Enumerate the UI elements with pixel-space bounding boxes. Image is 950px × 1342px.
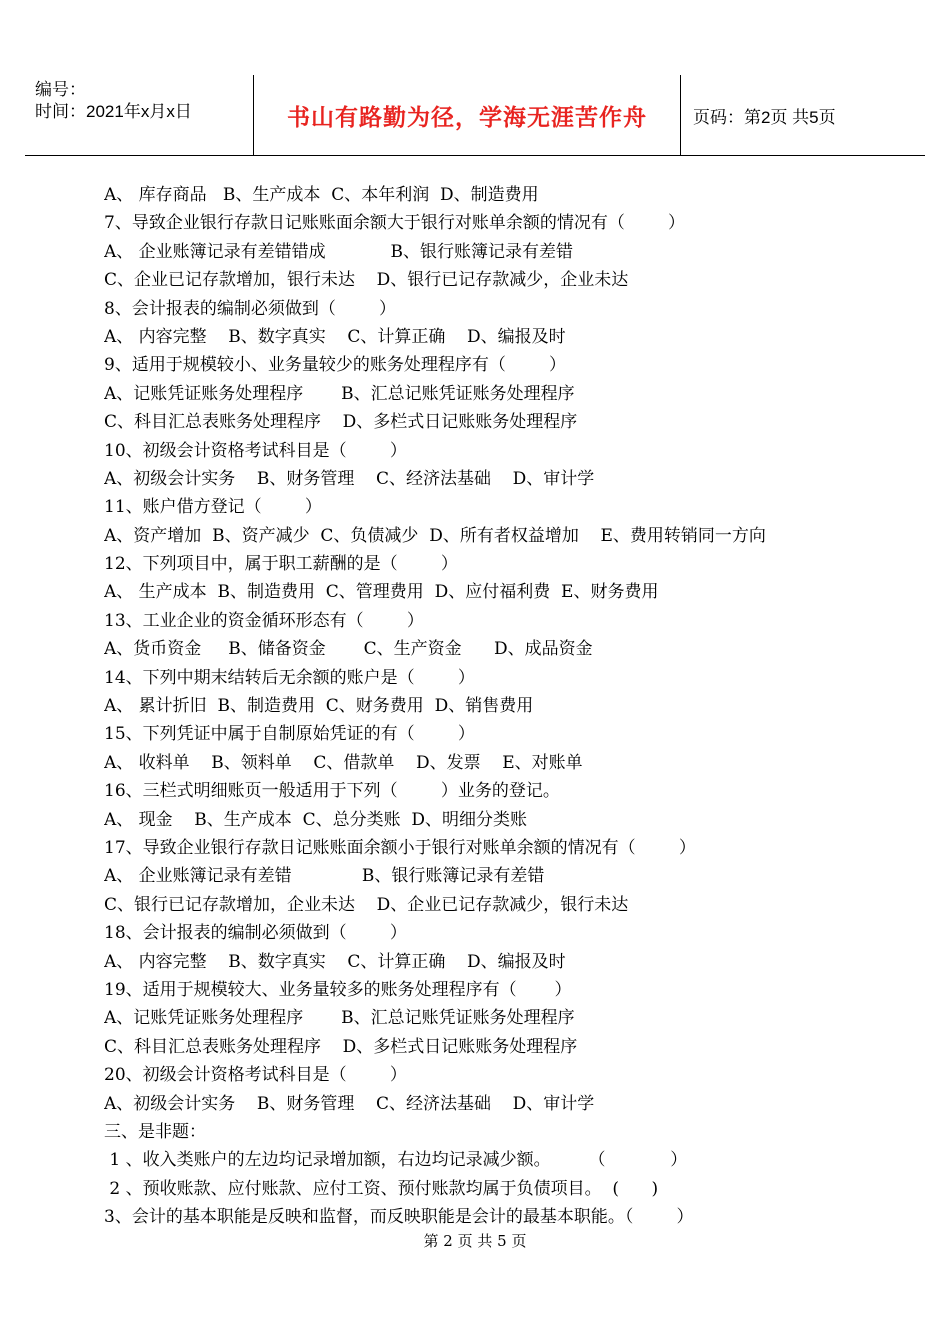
text-line: 14、下列中期末结转后无余额的账户是（ ） <box>104 667 475 688</box>
header-meta <box>35 79 192 123</box>
number-label: 编号： <box>35 80 86 99</box>
document-body <box>104 181 904 1231</box>
text-line: A、 现金 B、生产成本 C、总分类账 D、明细分类账 <box>104 809 528 830</box>
text-line: A、 收料单 B、领料单 C、借款单 D、发票 E、对账单 <box>104 752 583 773</box>
text-line: 19、适用于规模较大、业务量较多的账务处理程序有（ ） <box>104 979 572 1000</box>
text-line: 11、账户借方登记（ ） <box>104 497 322 518</box>
text-line: A、 库存商品 B、生产成本 C、本年利润 D、制造费用 <box>104 185 539 205</box>
text-line: A、初级会计实务 B、财务管理 C、经济法基础 D、审计学 <box>104 468 595 489</box>
text-line: 7、导致企业银行存款日记账账面余额大于银行对账单余额的情况有（ ） <box>104 213 686 234</box>
text-line: C、银行已记存款增加，企业未达 D、企业已记存款减少，银行未达 <box>104 894 629 915</box>
text-line: 3、会计的基本职能是反映和监督，而反映职能是会计的最基本职能。（ ） <box>104 1207 694 1228</box>
text-line: A、 内容完整 B、数字真实 C、计算正确 D、编报及时 <box>104 951 566 972</box>
text-line: A、 企业账簿记录有差错错成 B、银行账簿记录有差错 <box>104 241 574 262</box>
text-line: A、记账凭证账务处理程序 B、汇总记账凭证账务处理程序 <box>104 383 575 404</box>
text-line: 13、工业企业的资金循环形态有（ ） <box>104 610 424 631</box>
text-line: A、记账凭证账务处理程序 B、汇总记账凭证账务处理程序 <box>104 1008 575 1029</box>
page-footer: 第 2 页 共 5 页 <box>423 1232 527 1250</box>
text-line: C、科目汇总表账务处理程序 D、多栏式日记账账务处理程序 <box>104 412 578 433</box>
time-label: 时间：2021年x月x日 <box>35 102 192 121</box>
text-line: 9、适用于规模较小、业务量较少的账务处理程序有（ ） <box>104 355 567 376</box>
text-line: C、科目汇总表账务处理程序 D、多栏式日记账账务处理程序 <box>104 1036 578 1057</box>
text-line: 16、三栏式明细账页一般适用于下列（ ）业务的登记。 <box>104 781 560 802</box>
text-line: A、 内容完整 B、数字真实 C、计算正确 D、编报及时 <box>104 326 566 347</box>
page-header <box>25 75 925 156</box>
text-line: 12、下列项目中，属于职工薪酬的是（ ） <box>104 554 458 575</box>
text-line: 2 、预收账款、应付账款、应付工资、预付账款均属于负债项目。 ( ) <box>104 1178 659 1199</box>
text-line: C、企业已记存款增加，银行未达 D、银行已记存款减少，企业未达 <box>104 270 629 291</box>
text-line: A、 累计折旧 B、制造费用 C、财务费用 D、销售费用 <box>104 696 534 717</box>
page-number-label: 页码：第2页 共5页 <box>693 107 836 127</box>
text-line: 17、导致企业银行存款日记账账面余额小于银行对账单余额的情况有（ ） <box>104 837 696 858</box>
text-line: 1 、收入类账户的左边均记录增加额，右边均记录减少额。 （ ） <box>104 1150 688 1171</box>
text-line: 15、下列凭证中属于自制原始凭证的有（ ） <box>104 724 475 745</box>
text-line: 20、初级会计资格考试科目是（ ） <box>104 1065 407 1086</box>
text-line: 10、初级会计资格考试科目是（ ） <box>104 440 407 461</box>
text-line: 8、会计报表的编制必须做到（ ） <box>104 298 397 319</box>
text-line: 18、会计报表的编制必须做到（ ） <box>104 923 407 944</box>
motto-banner: 书山有路勤为径，学海无涯苦作舟 <box>253 75 681 155</box>
text-line: A、 生产成本 B、制造费用 C、管理费用 D、应付福利费 E、财务费用 <box>104 582 659 603</box>
text-line: A、货币资金 B、储备资金 C、生产资金 D、成品资金 <box>104 639 593 660</box>
text-line: A、初级会计实务 B、财务管理 C、经济法基础 D、审计学 <box>104 1093 595 1114</box>
text-line: A、 企业账簿记录有差错 B、银行账簿记录有差错 <box>104 866 545 887</box>
text-line: 三、是非题： <box>104 1121 206 1142</box>
text-line: A、资产增加 B、资产减少 C、负债减少 D、所有者权益增加 E、费用转销同一方向 <box>104 525 766 546</box>
